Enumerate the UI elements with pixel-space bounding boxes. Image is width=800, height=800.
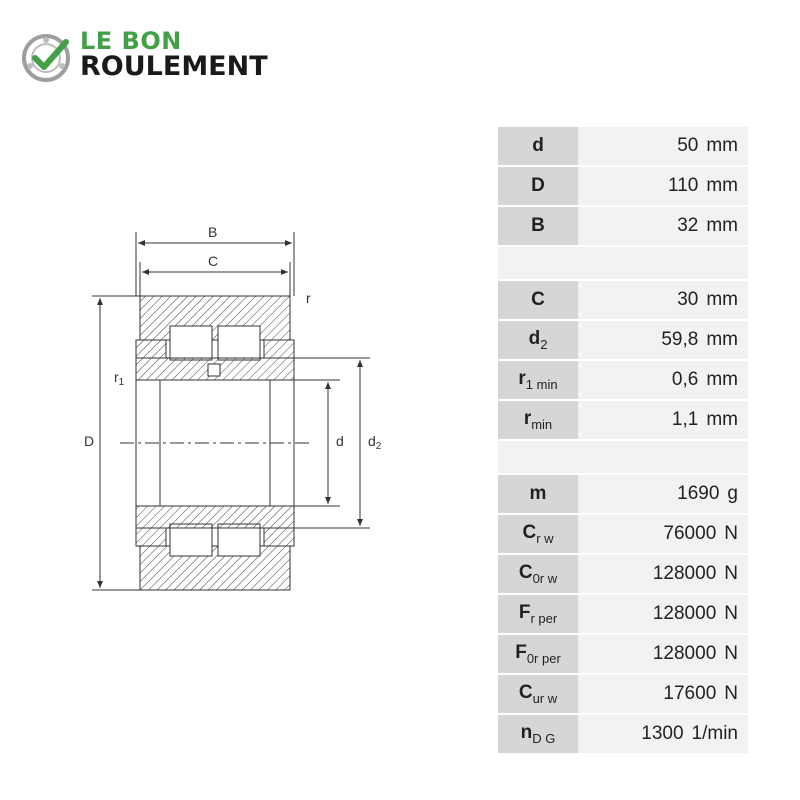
spec-value: 128000 N	[578, 555, 748, 593]
spec-value: 76000 N	[578, 515, 748, 553]
spec-symbol: B	[498, 207, 578, 245]
spec-symbol: $C_{r w}$	[498, 515, 578, 553]
spec-table	[498, 125, 748, 755]
spec-separator	[498, 441, 748, 473]
spec-row	[498, 635, 748, 673]
spec-symbol: m	[498, 475, 578, 513]
brand-logo	[22, 28, 302, 88]
spec-symbol: $F_{0r per}$	[498, 635, 578, 673]
spec-symbol: $r_{min}$	[498, 401, 578, 439]
spec-symbol: D	[498, 167, 578, 205]
spec-symbol: $C_{ur w}$	[498, 675, 578, 713]
logo-line-1: LE BON	[80, 27, 182, 55]
spec-value: 128000 N	[578, 635, 748, 673]
spec-symbol: $F_{r per}$	[498, 595, 578, 633]
spec-row	[498, 515, 748, 553]
spec-row	[498, 167, 748, 205]
spec-value: 17600 N	[578, 675, 748, 713]
label-B: B	[208, 224, 218, 240]
spec-row	[498, 675, 748, 713]
spec-symbol: $r_{1 min}$	[498, 361, 578, 399]
spec-symbol: $n_{D G}$	[498, 715, 578, 753]
spec-value: 1300 1/min	[578, 715, 748, 753]
spec-value: 110 mm	[578, 167, 748, 205]
spec-separator	[498, 247, 748, 279]
spec-value: 128000 N	[578, 595, 748, 633]
label-d2: $d_2$	[368, 433, 382, 452]
spec-value: 0,6 mm	[578, 361, 748, 399]
spec-value: 50 mm	[578, 127, 748, 165]
spec-row	[498, 475, 748, 513]
spec-symbol: $d_2$	[498, 321, 578, 359]
spec-value: 30 mm	[578, 281, 748, 319]
spec-row	[498, 595, 748, 633]
spec-row	[498, 555, 748, 593]
spec-row	[498, 281, 748, 319]
label-r: r	[306, 290, 311, 306]
spec-symbol: d	[498, 127, 578, 165]
label-r1: $r_1$	[114, 369, 125, 388]
spec-row	[498, 361, 748, 399]
label-d: d	[336, 433, 344, 449]
spec-value: 32 mm	[578, 207, 748, 245]
bearing-check-icon	[22, 32, 74, 84]
spec-row	[498, 207, 748, 245]
spec-row	[498, 715, 748, 753]
label-D: D	[84, 433, 95, 449]
spec-row	[498, 127, 748, 165]
logo-line-2: ROULEMENT	[80, 51, 268, 82]
spec-row	[498, 401, 748, 439]
spec-symbol: $C_{0r w}$	[498, 555, 578, 593]
spec-value: 59,8 mm	[578, 321, 748, 359]
spec-value: 1,1 mm	[578, 401, 748, 439]
label-C: C	[208, 253, 219, 269]
spec-symbol: C	[498, 281, 578, 319]
bearing-drawing	[80, 215, 400, 605]
spec-value: 1690 g	[578, 475, 748, 513]
spec-row	[498, 321, 748, 359]
